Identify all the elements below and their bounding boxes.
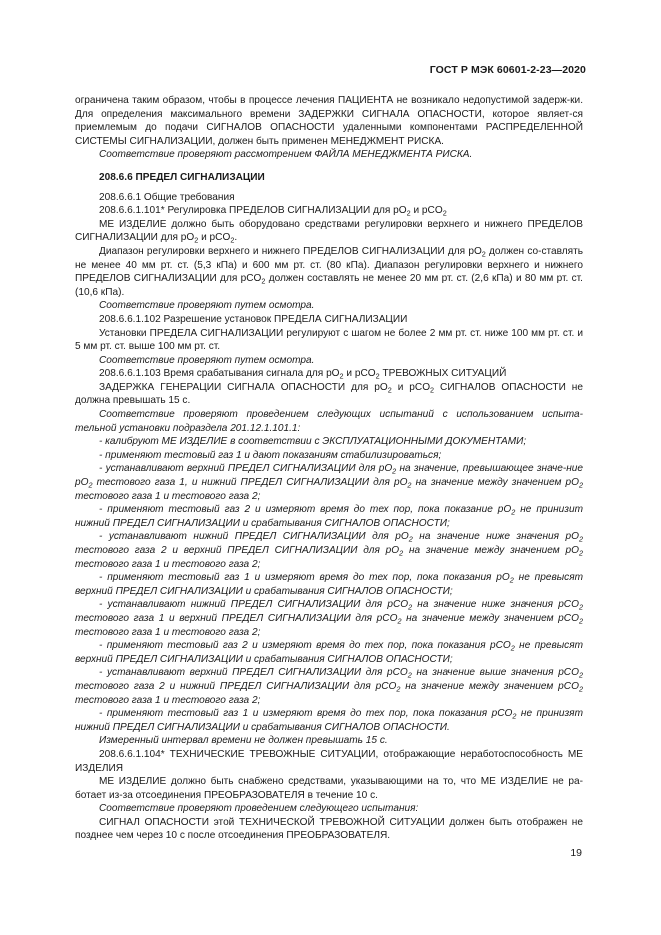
- paragraph: Соответствие проверяют путем осмотра.: [99, 300, 315, 312]
- paragraph: - применяют тестовый газ 2 и измеряют время до тех пор, пока показание $pO_2$ не принизит нижний ПРЕДЕЛ СИГНАЛИЗАЦИИ и срабатывания СИГНАЛОВ ОПАСНОСТИ;: [75, 504, 583, 529]
- paragraph: МЕ ИЗДЕЛИЕ должно быть снабжено средствами, указывающими на то, что МЕ ИЗДЕЛИЕ не ра-ботает из-за отсоединения ПРЕОБРАЗОВАТЕЛЯ в течение 10 с.: [75, 776, 583, 801]
- paragraph: - применяют тестовый газ 1 и дают показаниям стабилизироваться;: [99, 449, 442, 461]
- paragraph: Соответствие проверяют путем осмотра.: [99, 354, 315, 366]
- paragraph: - устанавливают верхний ПРЕДЕЛ СИГНАЛИЗАЦИИ для pCO$_2$ на значение выше значения pCO$_2$ тестового газа 2 и нижний ПРЕДЕЛ СИГНАЛИЗАЦИИ для pCO$_2$ на значение между значением pCO$_2$ тестового газа 1 и тестового газа 2;: [75, 667, 583, 706]
- section-heading: 208.6.6 ПРЕДЕЛ СИГНАЛИЗАЦИИ: [99, 171, 265, 183]
- paragraph: - устанавливают нижний ПРЕДЕЛ СИГНАЛИЗАЦИИ для $pO_2$ на значение ниже значения $pO_2$ тестового газа 2 и верхний ПРЕДЕЛ СИГНАЛИЗАЦИИ для $pO_2$ на значение между значением $pO_2$ тестового газа 1 и тестового газа 2;: [75, 531, 584, 570]
- paragraph: Измеренный интервал времени не должен превышать 15 с.: [99, 735, 388, 747]
- paragraph: 208.6.6.1.101* Регулировка ПРЕДЕЛОВ СИГНАЛИЗАЦИИ для $pO_2$ и pCO$_2$: [99, 205, 447, 218]
- document-body: [75, 94, 583, 843]
- paragraph: 208.6.6.1 Общие требования: [99, 191, 235, 203]
- paragraph: - применяют тестовый газ 1 и измеряют время до тех пор, пока показания pCO$_2$ не принизят нижний ПРЕДЕЛ СИГНАЛИЗАЦИИ и срабатывания СИГНАЛОВ ОПАСНОСТИ.: [75, 708, 583, 733]
- paragraph: 208.6.6.1.103 Время срабатывания сигнала для $pO_2$ и pCO$_2$ ТРЕВОЖНЫХ СИТУАЦИЙ: [99, 368, 507, 381]
- paragraph: Соответствие проверяют проведением следующих испытаний с использованием испыта-тельной установки подраздела 201.12.1.101.1:: [75, 409, 583, 434]
- paragraph: СИГНАЛ ОПАСНОСТИ этой ТЕХНИЧЕСКОЙ ТРЕВОЖНОЙ СИТУАЦИИ должен быть отображен не позднее чем через 10 с после отсоединения ПРЕОБРАЗОВАТЕЛЯ.: [75, 816, 583, 842]
- paragraph: - применяют тестовый газ 2 и измеряют время до тех пор, пока показания pCO$_2$ не превысят верхний ПРЕДЕЛ СИГНАЛИЗАЦИИ и срабатывания СИГНАЛОВ ОПАСНОСТИ;: [75, 640, 583, 665]
- document-header: ГОСТ Р МЭК 60601-2-23—2020: [429, 64, 586, 76]
- paragraph: ограничена таким образом, чтобы в процессе лечения ПАЦИЕНТА не возникало недопустимой задерж-ки. Для определения максимального времени ЗАДЕРЖКИ СИГНАЛА ОПАСНОСТИ, которое являет-ся приемлемым до подачи СИГНАЛОВ ОПАСНОСТИ удаленными компонентами РАСПРЕДЕЛЕННОЙ СИСТЕМЫ СИГНАЛИЗАЦИИ, должен быть применен МЕНЕДЖМЕНТ РИСКА.: [75, 95, 583, 147]
- paragraph: - устанавливают нижний ПРЕДЕЛ СИГНАЛИЗАЦИИ для pCO$_2$ на значение ниже значения pCO$_2$ тестового газа 1 и верхний ПРЕДЕЛ СИГНАЛИЗАЦИИ для pCO$_2$ на значение между значением pCO$_2$ тестового газа 1 и тестового газа 2;: [75, 599, 583, 638]
- paragraph: МЕ ИЗДЕЛИЕ должно быть оборудовано средствами регулировки верхнего и нижнего ПРЕДЕЛОВ СИГНАЛИЗАЦИИ для $pO_2$ и pCO$_2$.: [75, 218, 583, 245]
- paragraph: Соответствие проверяют рассмотрением ФАЙЛА МЕНЕДЖМЕНТА РИСКА.: [99, 149, 473, 161]
- page-number: 19: [570, 847, 582, 859]
- paragraph: ЗАДЕРЖКА ГЕНЕРАЦИИ СИГНАЛА ОПАСНОСТИ для $pO_2$ и pCO$_2$ СИГНАЛОВ ОПАСНОСТИ не должна превышать 15 с.: [75, 381, 583, 407]
- paragraph: - калибруют МЕ ИЗДЕЛИЕ в соответствии с ЭКСПЛУАТАЦИОННЫМИ ДОКУМЕНТАМИ;: [99, 436, 527, 448]
- paragraph: Соответствие проверяют проведением следующего испытания:: [99, 803, 419, 815]
- paragraph: - устанавливают верхний ПРЕДЕЛ СИГНАЛИЗАЦИИ для $pO_2$ на значение, превышающее значе-ние $pO_2$ тестового газа 1, и нижний ПРЕДЕЛ СИГНАЛИЗАЦИИ для $pO_2$ на значение между значением $pO_2$ тестового газа 1 и тестового газа 2;: [75, 463, 583, 502]
- paragraph: - применяют тестовый газ 1 и измеряют время до тех пор, пока показания $pO_2$ не превысят верхний ПРЕДЕЛ СИГНАЛИЗАЦИИ и срабатывания СИГНАЛОВ ОПАСНОСТИ;: [75, 572, 583, 597]
- paragraph: 208.6.6.1.104* ТЕХНИЧЕСКИЕ ТРЕВОЖНЫЕ СИТУАЦИИ, отображающие неработоспособность МЕ ИЗДЕЛИЯ: [75, 748, 583, 774]
- paragraph: Установки ПРЕДЕЛА СИГНАЛИЗАЦИИ регулируют с шагом не более 2 мм рт. ст. ниже 100 мм рт. ст. и 5 мм рт. ст. выше 100 мм рт. ст.: [75, 327, 583, 353]
- paragraph: Диапазон регулировки верхнего и нижнего ПРЕДЕЛОВ СИГНАЛИЗАЦИИ для $pO_2$ должен со-ставлять не менее 40 мм рт. ст. (5,3 кПа) и 600 мм рт. ст. (80 кПа). Диапазон регулировки верхнего и нижнего ПРЕДЕЛОВ СИГНАЛИЗАЦИИ для pCO$_2$ должен составлять не менее 20 мм рт. ст. (2,6 кПа) и 80 мм рт. ст. (10,6 кПа).: [75, 245, 583, 298]
- paragraph: 208.6.6.1.102 Разрешение установок ПРЕДЕЛА СИГНАЛИЗАЦИИ: [99, 313, 408, 325]
